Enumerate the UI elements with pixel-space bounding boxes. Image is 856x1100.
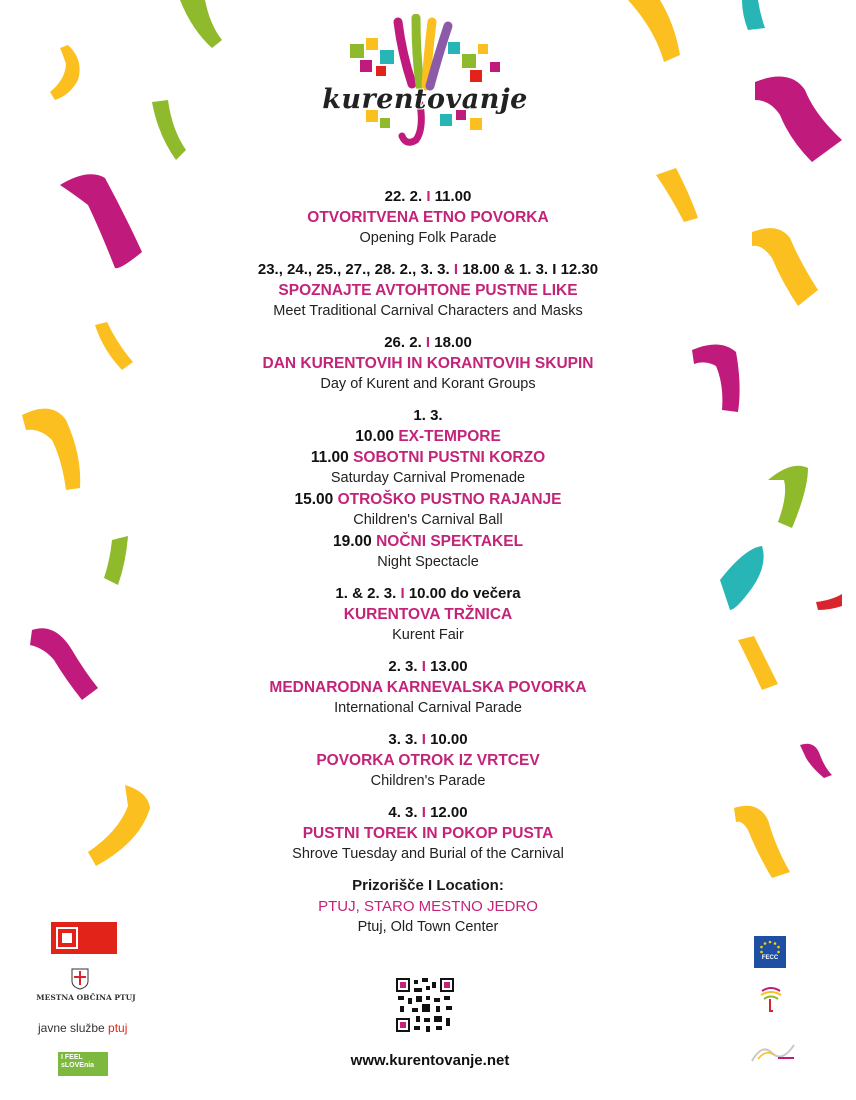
event-title: KURENTOVA TRŽNICA [343,606,513,623]
day-item: 19.00 NOČNI SPEKTAKEL [332,533,524,550]
event-date-line: 1. & 2. 3. I 10.00 do večera [335,585,521,602]
event-item [178,583,678,646]
sponsor-partner-icon [748,1037,800,1069]
confetti-piece [180,0,222,48]
sponsor-emblem-icon [51,922,81,954]
program-list [178,186,678,948]
day-program [178,405,678,573]
event-date-line: 2. 3. I 13.00 [388,658,468,675]
day-item: 10.00 EX-TEMPORE [355,428,501,445]
sponsor-logo-red [51,922,117,954]
confetti-piece [104,536,128,585]
event-subtitle: Day of Kurent and Korant Groups [320,376,536,392]
kurentovanje-logo [320,14,530,149]
confetti-piece [755,77,842,162]
day-item-subtitle: Saturday Carnival Promenade [330,470,526,486]
event-subtitle: Shrove Tuesday and Burial of the Carnival [292,846,564,862]
logo-wordmark: kurentovanje [322,84,528,115]
event-item [178,656,678,719]
event-item [178,186,678,249]
event-title: SPOZNAJTE AVTOHTONE PUSTNE LIKE [278,282,578,299]
event-item [178,729,678,792]
confetti-piece [30,628,98,700]
location-label: Prizorišče I Location: [352,877,504,894]
confetti-piece [60,174,142,268]
event-subtitle: Children's Parade [370,773,486,789]
day-item-subtitle: Children's Carnival Ball [353,512,503,528]
day-program-date: 1. 3. [413,407,443,424]
event-title: DAN KURENTOVIH IN KORANTOVIH SKUPIN [262,355,594,372]
confetti-piece [720,546,764,610]
event-date-line: 4. 3. I 12.00 [388,804,468,821]
logo-mosaic [320,14,530,149]
event-date-line: 23., 24., 25., 27., 28. 2., 3. 3. I 18.00 & 1. 3. I 12.30 [257,261,599,278]
website-link[interactable]: www.kurentovanje.net [350,1052,510,1069]
confetti-piece [22,409,80,490]
sponsor-fecc-logo: FECC [754,936,786,968]
event-item [178,802,678,865]
confetti-piece [752,228,818,306]
day-item: 11.00 SOBOTNI PUSTNI KORZO [310,449,546,466]
location-block [178,875,678,938]
event-title: POVORKA OTROK IZ VRTCEV [316,752,540,769]
day-item: 15.00 OTROŠKO PUSTNO RAJANJE [294,491,562,508]
event-date-line: 3. 3. I 10.00 [388,731,468,748]
event-date-line: 26. 2. I 18.00 [384,334,472,351]
qr-code-icon[interactable] [396,978,454,1032]
sponsor-javne-sluzbe: javne službe ptuj [38,1021,128,1035]
confetti-piece [742,0,765,30]
event-date-line: 22. 2. I 11.00 [384,188,472,205]
sponsor-kurent-icon [756,983,786,1015]
confetti-piece [88,785,150,866]
event-subtitle: Opening Folk Parade [359,230,497,246]
ptuj-crest-icon [71,968,89,990]
event-item [178,332,678,395]
event-subtitle: Kurent Fair [392,627,464,643]
location-place-en: Ptuj, Old Town Center [357,919,499,935]
confetti-piece [738,636,778,690]
eu-stars-icon [754,936,786,968]
event-title: MEDNARODNA KARNEVALSKA POVORKA [269,679,587,696]
event-item [178,259,678,322]
event-subtitle: Meet Traditional Carnival Characters and Masks [273,303,583,319]
confetti-piece [628,0,680,62]
confetti-piece [734,806,790,878]
event-subtitle: International Carnival Parade [334,700,522,716]
confetti-piece [768,466,808,528]
confetti-piece [692,344,740,412]
confetti-piece [800,744,832,778]
location-place: PTUJ, STARO MESTNO JEDRO [318,898,538,915]
event-title: PUSTNI TOREK IN POKOP PUSTA [302,825,554,842]
day-item-subtitle: Night Spectacle [377,554,479,570]
event-title: OTVORITVENA ETNO POVORKA [307,209,549,226]
confetti-piece [816,594,842,610]
confetti-piece [152,100,186,160]
confetti-piece [50,45,80,100]
sponsor-mop-text: MESTNA OBČINA PTUJ [36,993,136,1002]
sponsor-ifeelslovenia: I FEEL sLOVEnia [58,1052,108,1076]
confetti-piece [95,322,133,370]
